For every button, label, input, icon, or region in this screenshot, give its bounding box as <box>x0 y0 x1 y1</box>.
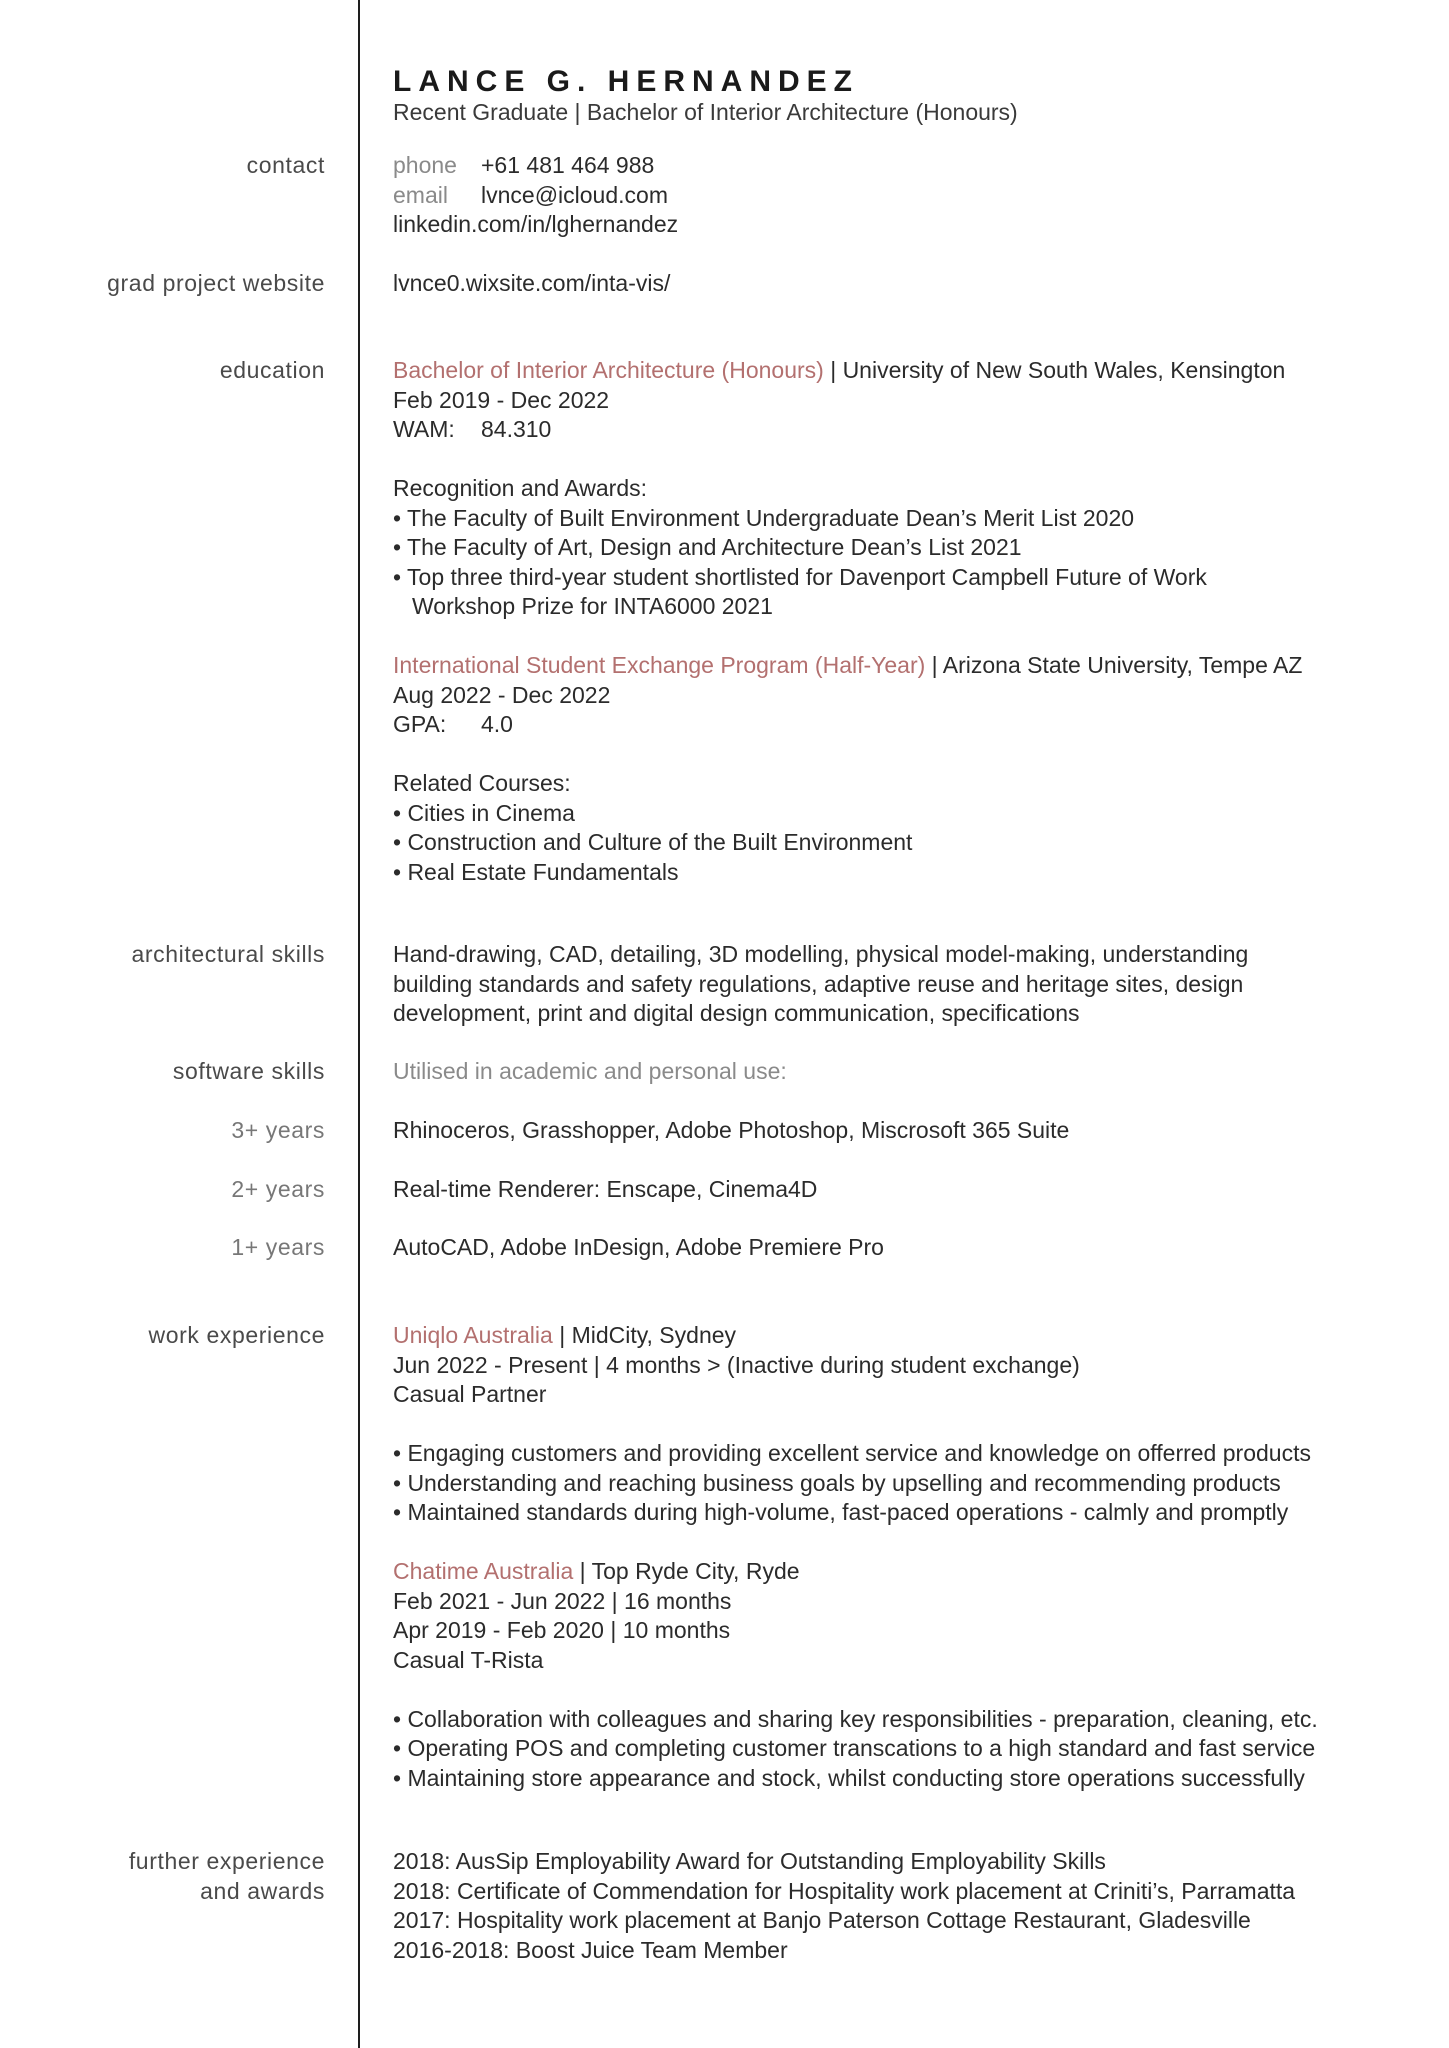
section-label-contact: contact <box>246 152 325 178</box>
education-section <box>393 356 1419 887</box>
job-location: | Top Ryde City, Ryde <box>573 1558 800 1584</box>
exchange-institution: | Arizona State University, Tempe AZ <box>925 652 1303 678</box>
job-duty: • Operating POS and completing customer transcations to a high standard and fast service <box>393 1735 1316 1761</box>
further-item: 2017: Hospitality work placement at Banjo Paterson Cottage Restaurant, Gladesville <box>393 1907 1251 1933</box>
award-item: • Top three third-year student shortlisted for Davenport Campbell Future of Work <box>393 563 1207 590</box>
job-employer: Uniqlo Australia <box>393 1322 553 1348</box>
exchange-score-row <box>393 710 1419 740</box>
email-key: email <box>393 181 448 208</box>
job-role: Casual Partner <box>393 1381 547 1407</box>
section-label-grad-project: grad project website <box>107 270 325 296</box>
section-label-architectural-skills: architectural skills <box>131 941 325 967</box>
grad-project-link[interactable]: lvnce0.wixsite.com/inta-vis/ <box>393 270 671 296</box>
wam-key: WAM: <box>393 416 455 442</box>
candidate-name: LANCE G. HERNANDEZ <box>393 65 860 98</box>
contact-details <box>393 151 1419 240</box>
degree-score-row <box>393 415 1419 445</box>
further-label-line: further experience <box>128 1848 325 1874</box>
section-label-software-skills: software skills <box>172 1058 325 1084</box>
candidate-subtitle: Recent Graduate | Bachelor of Interior Architecture (Honours) <box>393 99 1018 125</box>
further-item: 2018: AusSip Employability Award for Outstanding Employability Skills <box>393 1848 1106 1874</box>
job-period: Feb 2021 - Jun 2022 | 16 months <box>393 1587 732 1614</box>
software-tier-tools-2plus: Real-time Renderer: Enscape, Cinema4D <box>393 1176 818 1202</box>
job-period: Apr 2019 - Feb 2020 | 10 months <box>393 1617 731 1643</box>
job-employer: Chatime Australia <box>393 1558 574 1584</box>
award-item: • The Faculty of Art, Design and Architecture Dean’s List 2021 <box>393 534 1022 560</box>
job-duty: • Understanding and reaching business goals by upselling and recommending products <box>393 1469 1281 1496</box>
course-item: • Real Estate Fundamentals <box>393 858 679 885</box>
phone-number[interactable]: +61 481 464 988 <box>481 152 655 178</box>
section-label-further-experience <box>129 1847 325 1906</box>
job-heading <box>393 1321 1419 1351</box>
course-item: • Construction and Culture of the Built Environment <box>393 829 913 855</box>
software-tier-label-1plus: 1+ years <box>231 1234 325 1260</box>
award-item-continuation: Workshop Prize for INTA6000 2021 <box>412 593 773 619</box>
further-experience-list <box>393 1847 1419 1965</box>
award-item: • The Faculty of Built Environment Undergraduate Dean’s Merit List 2020 <box>393 504 1135 531</box>
further-item: 2018: Certificate of Commendation for Hospitality work placement at Criniti’s, Parramatta <box>393 1877 1296 1904</box>
further-item: 2016-2018: Boost Juice Team Member <box>393 1936 788 1963</box>
job-duty: • Collaboration with colleagues and sharing key responsibilities - preparation, cleaning, etc. <box>393 1705 1318 1732</box>
degree-dates: Feb 2019 - Dec 2022 <box>393 386 610 413</box>
gpa-key: GPA: <box>393 711 447 737</box>
linkedin-link[interactable]: linkedin.com/in/lghernandez <box>393 211 679 237</box>
software-tier-label-3plus: 3+ years <box>231 1117 325 1143</box>
wam-value: 84.310 <box>481 416 552 442</box>
arch-skills-line: building standards and safety regulations, adaptive reuse and heritage sites, design <box>393 970 1244 997</box>
exchange-heading <box>393 651 1419 681</box>
degree-institution: | University of New South Wales, Kensington <box>823 357 1286 383</box>
section-label-work-experience: work experience <box>148 1322 325 1348</box>
job-duty: • Maintained standards during high-volume, fast-paced operations - calmly and promptly <box>393 1499 1289 1525</box>
job-duty: • Engaging customers and providing excellent service and knowledge on offerred products <box>393 1440 1311 1466</box>
courses-heading: Related Courses: <box>393 770 571 796</box>
software-tier-tools-1plus: AutoCAD, Adobe InDesign, Adobe Premiere Pro <box>393 1234 884 1260</box>
degree-heading <box>393 356 1419 386</box>
exchange-dates: Aug 2022 - Dec 2022 <box>393 681 611 708</box>
course-item: • Cities in Cinema <box>393 799 575 826</box>
job-location: | MidCity, Sydney <box>552 1322 737 1348</box>
software-skills-intro: Utilised in academic and personal use: <box>393 1058 787 1084</box>
job-period: Jun 2022 - Present | 4 months > (Inactive during student exchange) <box>393 1351 1080 1378</box>
arch-skills-line: Hand-drawing, CAD, detailing, 3D modelling, physical model-making, understanding <box>393 941 1249 967</box>
contact-email-row <box>393 181 1419 211</box>
arch-skills-line: development, print and digital design communication, specifications <box>393 1000 1080 1026</box>
architectural-skills-text <box>393 940 1419 1029</box>
section-divider-line <box>358 0 360 2048</box>
phone-key: phone <box>393 152 457 178</box>
further-label-line: and awards <box>200 1877 325 1904</box>
awards-heading: Recognition and Awards: <box>393 475 648 501</box>
exchange-title: International Student Exchange Program (Half-Year) <box>393 652 926 678</box>
job-heading <box>393 1557 1419 1587</box>
degree-title: Bachelor of Interior Architecture (Honours) <box>393 357 824 383</box>
job-role: Casual T-Rista <box>393 1646 544 1673</box>
software-tier-label-2plus: 2+ years <box>231 1176 325 1202</box>
gpa-value: 4.0 <box>481 711 513 737</box>
email-address[interactable]: lvnce@icloud.com <box>481 181 668 208</box>
section-label-education: education <box>219 357 325 383</box>
job-duty: • Maintaining store appearance and stock, whilst conducting store operations successfully <box>393 1764 1305 1791</box>
work-experience-section <box>393 1321 1419 1793</box>
software-tier-tools-3plus: Rhinoceros, Grasshopper, Adobe Photoshop, Miscrosoft 365 Suite <box>393 1117 1070 1143</box>
contact-phone-row <box>393 151 1419 181</box>
